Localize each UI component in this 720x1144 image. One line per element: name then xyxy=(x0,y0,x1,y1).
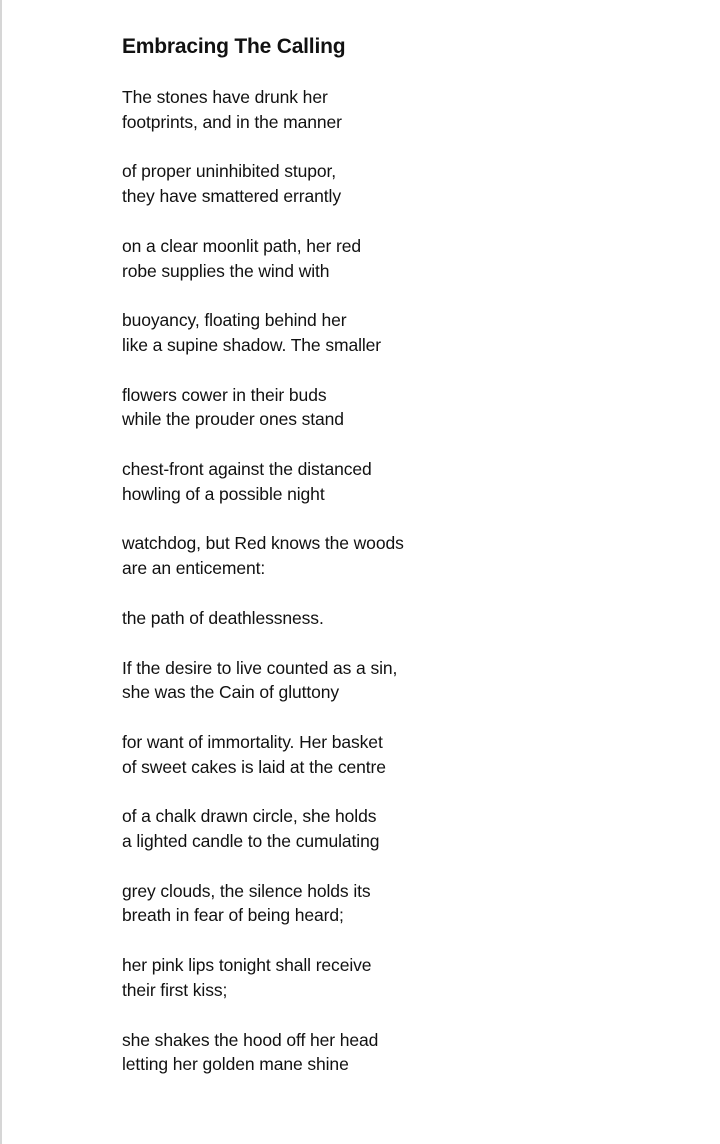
poem-line: The stones have drunk her xyxy=(122,87,328,107)
poem-line: a lighted candle to the cumulating xyxy=(122,831,380,852)
poem-line: the path of deathlessness. xyxy=(122,607,324,628)
poem-line: howling of a possible night xyxy=(122,483,325,504)
poem-stanza xyxy=(122,308,682,357)
poem-line: breath in fear of being heard; xyxy=(122,905,344,926)
poem-line: grey clouds, the silence holds its xyxy=(122,880,371,901)
poem-stanza xyxy=(122,85,682,134)
poem-line: If the desire to live counted as a sin, xyxy=(122,657,398,678)
poem-line: she was the Cain of gluttony xyxy=(122,682,340,703)
poem-stanza xyxy=(122,804,682,853)
poem-stanza xyxy=(122,953,682,1002)
poem-stanzas xyxy=(122,85,682,1077)
page-edge-divider xyxy=(0,0,2,1144)
poem-line: are an enticement: xyxy=(122,558,266,579)
poem-line: chest-front against the distanced xyxy=(122,459,372,480)
poem-line: flowers cower in their buds xyxy=(122,384,327,405)
poem-stanza xyxy=(122,457,682,506)
poem-line: like a supine shadow. The smaller xyxy=(122,334,382,355)
poem-stanza xyxy=(122,159,682,208)
poem-stanza xyxy=(122,1028,682,1077)
poem-line: of a chalk drawn circle, she holds xyxy=(122,806,377,827)
poem-line: letting her golden mane shine xyxy=(122,1054,349,1075)
poem-line: her pink lips tonight shall receive xyxy=(122,955,372,976)
poem-line: they have smattered errantly xyxy=(122,186,341,207)
poem-stanza xyxy=(122,879,682,928)
poem-line: of sweet cakes is laid at the centre xyxy=(122,756,386,777)
poem-stanza xyxy=(122,383,682,432)
poem-title: Embracing The Calling xyxy=(122,35,346,58)
poem-line: their first kiss; xyxy=(122,979,228,1000)
poem-line: for want of immortality. Her basket xyxy=(122,731,383,752)
poem-line: buoyancy, floating behind her xyxy=(122,310,347,331)
poem-stanza xyxy=(122,606,682,631)
poem-stanza xyxy=(122,730,682,779)
poem-line: she shakes the hood off her head xyxy=(122,1029,379,1050)
poem-line: while the prouder ones stand xyxy=(122,409,344,430)
poem-stanza xyxy=(122,656,682,705)
poem-stanza xyxy=(122,531,682,580)
poem-line: on a clear moonlit path, her red xyxy=(122,235,362,256)
poem-line: watchdog, but Red knows the woods xyxy=(122,533,404,554)
poem-line: of proper uninhibited stupor, xyxy=(122,161,337,182)
poem-stanza xyxy=(122,234,682,283)
poem-body xyxy=(122,30,682,1102)
poem-line: footprints, and in the manner xyxy=(122,111,342,132)
poem-line: robe supplies the wind with xyxy=(122,260,330,281)
